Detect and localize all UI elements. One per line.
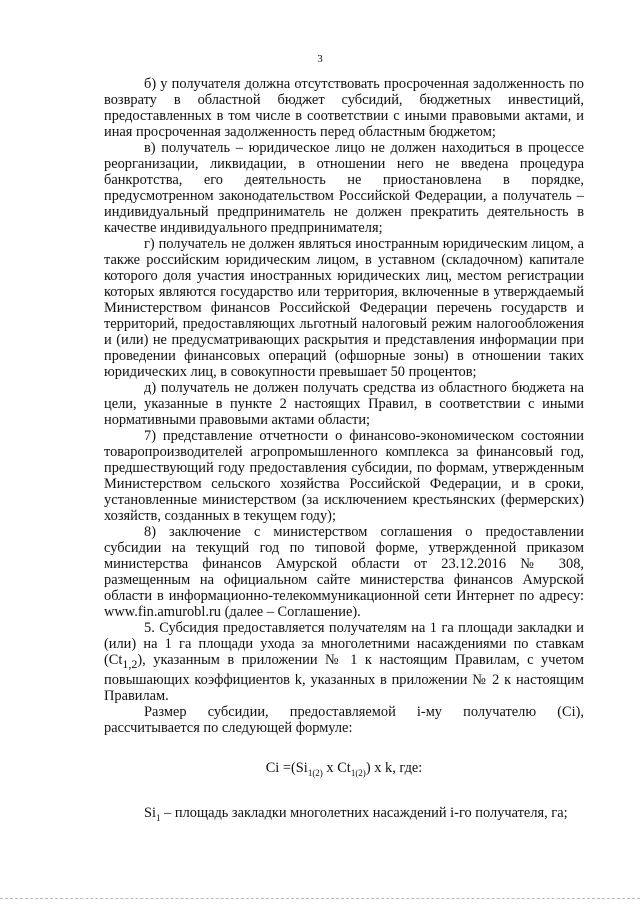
paragraph-v: в) получатель – юридическое лицо не должен находиться в процессе реорганизации, ликвидации, в отношении него не введена процедура банкротства, его деятельность не приостановлена в порядке, предусмотренном законодательством Российской Федерации, а получатель – индивидуальный предприниматель не должен прекратить деятельность в качестве индивидуального предпринимателя;	[104, 140, 584, 236]
definition-subscript: 1	[156, 812, 161, 823]
paragraph-b: б) у получателя должна отсутствовать просроченная задолженность по возврату в областной бюджет субсидий, бюджетных инвестиций, предоставленных в том числе в соответствии с иными правовыми актами, и иная просроченная задолженность перед областным бюджетом;	[104, 76, 584, 140]
definition-symbol: Si	[144, 804, 157, 821]
formula-sub-2: 1(2)	[350, 767, 366, 778]
paragraph-5-text-b: ), указанным в приложении № 1 к настоящим Правилам, с учетом повышающих коэффициентов k, указанных в приложении № 2 к настоящим Правилам.	[104, 652, 584, 704]
paragraph-g: г) получатель не должен являться иностранным юридическим лицом, а также российским юридическим лицом, в уставном (складочном) капитале которого доля участия иностранных юридических лиц, местом регистрации которых являются государство или территория, включенные в утверждаемый Министерством финансов Российской Федерации перечень государств и территорий, предоставляющих льготный налоговый режим налогообложения и (или) не предусматривающих раскрытия и представления информации при проведении финансовых операций (офшорные зоны) в отношении таких юридических лиц, в совокупности превышает 50 процентов;	[104, 236, 584, 380]
formula-mid: x Ct	[322, 759, 351, 776]
definition-text: – площадь закладки многолетних насаждений i-го получателя, га;	[160, 804, 568, 821]
paragraph-8: 8) заключение с министерством соглашения о предоставлении субсидии на текущий год по типовой форме, утвержденной приказом министерства финансов Амурской области от 23.12.2016 № 308, размещенным на официальном сайте министерства финансов Амурской области в информационно-телекоммуникационной сети Интернет по адресу: www.fin.amurobl.ru (далее – Соглашение).	[104, 524, 584, 620]
paragraph-subsidy-size: Размер субсидии, предоставляемой i-му получателю (Ci), рассчитывается по следующей формуле:	[104, 703, 584, 736]
formula-rhs: ) x k, где:	[365, 759, 423, 776]
paragraph-5	[104, 620, 584, 704]
paragraph-7: 7) представление отчетности о финансово-экономическом состоянии товаропроизводителей агропромышленного комплекса за финансовый год, предшествующий году предоставления субсидии, по формам, утвержденным Министерством сельского хозяйства Российской Федерации, и в сроки, установленные министерством (за исключением крестьянских (фермерских) хозяйств, созданных в текущем году);	[104, 428, 584, 524]
scan-edge-line	[0, 898, 640, 900]
definition-si	[104, 805, 584, 826]
formula-sub-1: 1(2)	[307, 767, 323, 778]
subsidy-formula	[104, 760, 584, 781]
paragraph-5-text-a: 5. Субсидия предоставляется получателям на 1 га площади закладки и (или) на 1 га площади ухода за многолетними насаждениями по ставкам (Ct	[104, 620, 584, 668]
rate-subscript: 1,2	[122, 656, 138, 671]
document-body	[104, 76, 584, 826]
paragraph-d: д) получатель не должен получать средства из областного бюджета на цели, указанные в пункте 2 настоящих Правил, в соответствии с иными нормативными правовыми актами области;	[104, 380, 584, 428]
page-number: 3	[317, 53, 323, 65]
formula-lhs: Ci =(Si	[265, 759, 308, 776]
